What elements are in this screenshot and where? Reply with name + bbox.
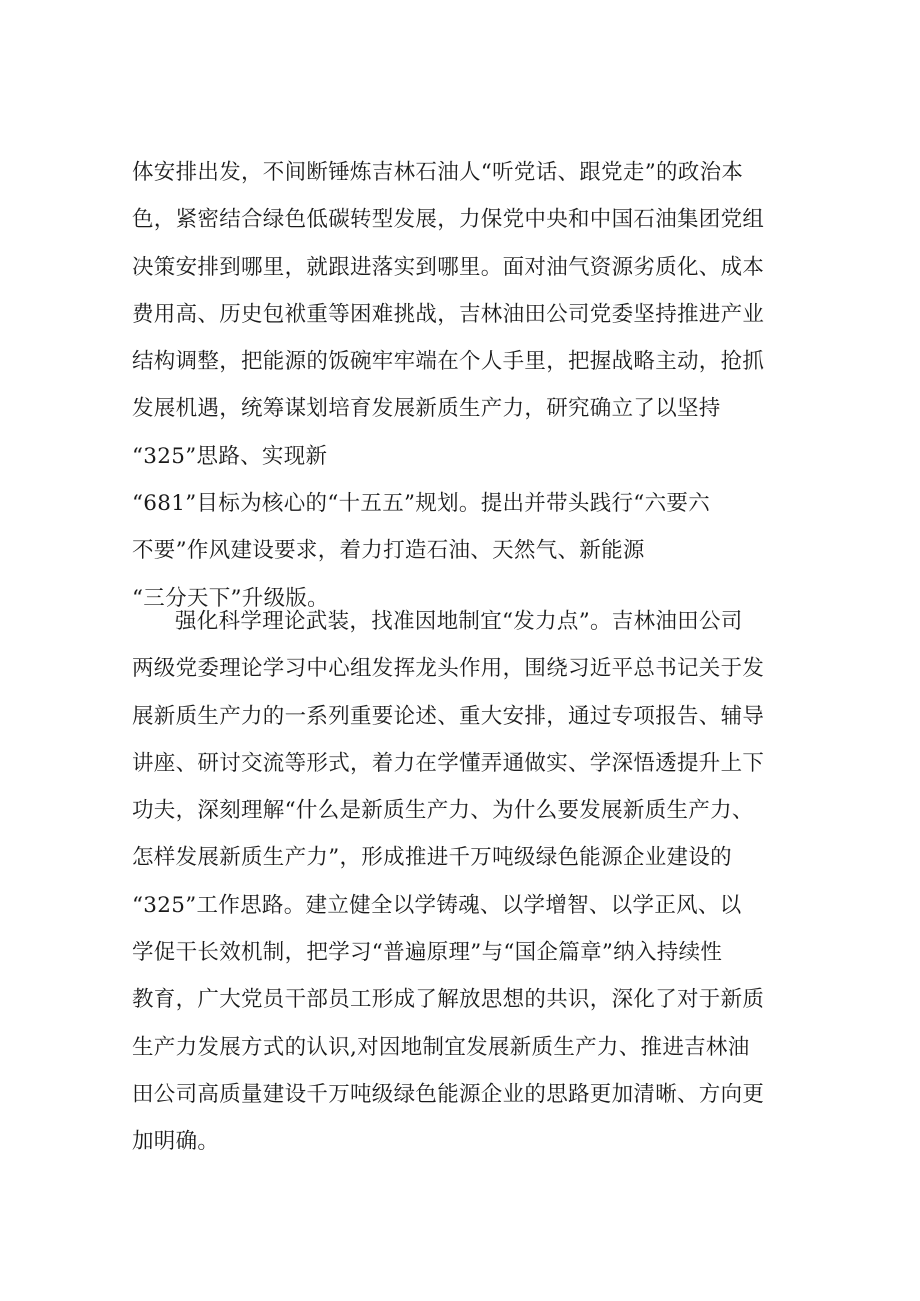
paragraph-line: “325”思路、实现新: [132, 443, 328, 469]
paragraph-line: 体安排出发，不间断锤炼吉林石油人“听党话、跟党走”的政治本: [132, 160, 744, 185]
paragraph-line: “三分天下”升级版。: [132, 585, 329, 611]
paragraph-line: “325”工作思路。建立健全以学铸魂、以学增智、以学正风、以: [132, 892, 742, 918]
paragraph-line: 怎样发展新质生产力”，形成推进千万吨级绿色能源企业建设的: [132, 845, 732, 871]
paragraph-1: [132, 149, 804, 622]
paragraph-line: 发展机遇，统筹谋划培育发展新质生产力，研究确立了以坚持: [132, 396, 721, 422]
paragraph-2: [132, 598, 804, 1166]
paragraph-line: 功夫，深刻理解“什么是新质生产力、为什么要发展新质生产力、: [132, 798, 754, 824]
paragraph-line: 色，紧密结合绿色低碳转型发展，力保党中央和中国石油集团党组: [132, 207, 765, 233]
paragraph-line: 不要”作风建设要求，着力打造石油、天然气、新能源: [132, 538, 645, 564]
paragraph-line: 两级党委理论学习中心组发挥龙头作用，围绕习近平总书记关于发: [132, 656, 765, 682]
paragraph-line: 决策安排到哪里，就跟进落实到哪里。面对油气资源劣质化、成本: [132, 254, 765, 280]
paragraph-line: 展新质生产力的一系列重要论述、重大安排，通过专项报告、辅导: [132, 703, 765, 729]
paragraph-line: 学促干长效机制，把学习“普遍原理”与“国企篇章”纳入持续性: [132, 940, 723, 966]
paragraph-line: 结构调整，把能源的饭碗牢牢端在个人手里，把握战略主动，抢抓: [132, 349, 765, 375]
paragraph-line: 田公司高质量建设千万吨级绿色能源企业的思路更加清晰、方向更: [132, 1081, 765, 1107]
paragraph-line: 讲座、研讨交流等形式，着力在学懂弄通做实、学深悟透提升上下: [132, 750, 765, 776]
paragraph-line: 生产力发展方式的认识,对因地制宜发展新质生产力、推进吉林油: [132, 1034, 750, 1060]
paragraph-line: 强化科学理论武装，找准因地制宜“发力点”。吉林油田公司: [175, 609, 743, 634]
paragraph-line: 加明确。: [132, 1129, 220, 1155]
paragraph-line: 费用高、历史包袱重等困难挑战，吉林油田公司党委坚持推进产业: [132, 301, 765, 327]
paragraph-line: “681”目标为核心的“十五五”规划。提出并带头践行“六要六: [132, 491, 710, 517]
paragraph-line: 教育，广大党员干部员工形成了解放思想的共识，深化了对于新质: [132, 987, 765, 1013]
